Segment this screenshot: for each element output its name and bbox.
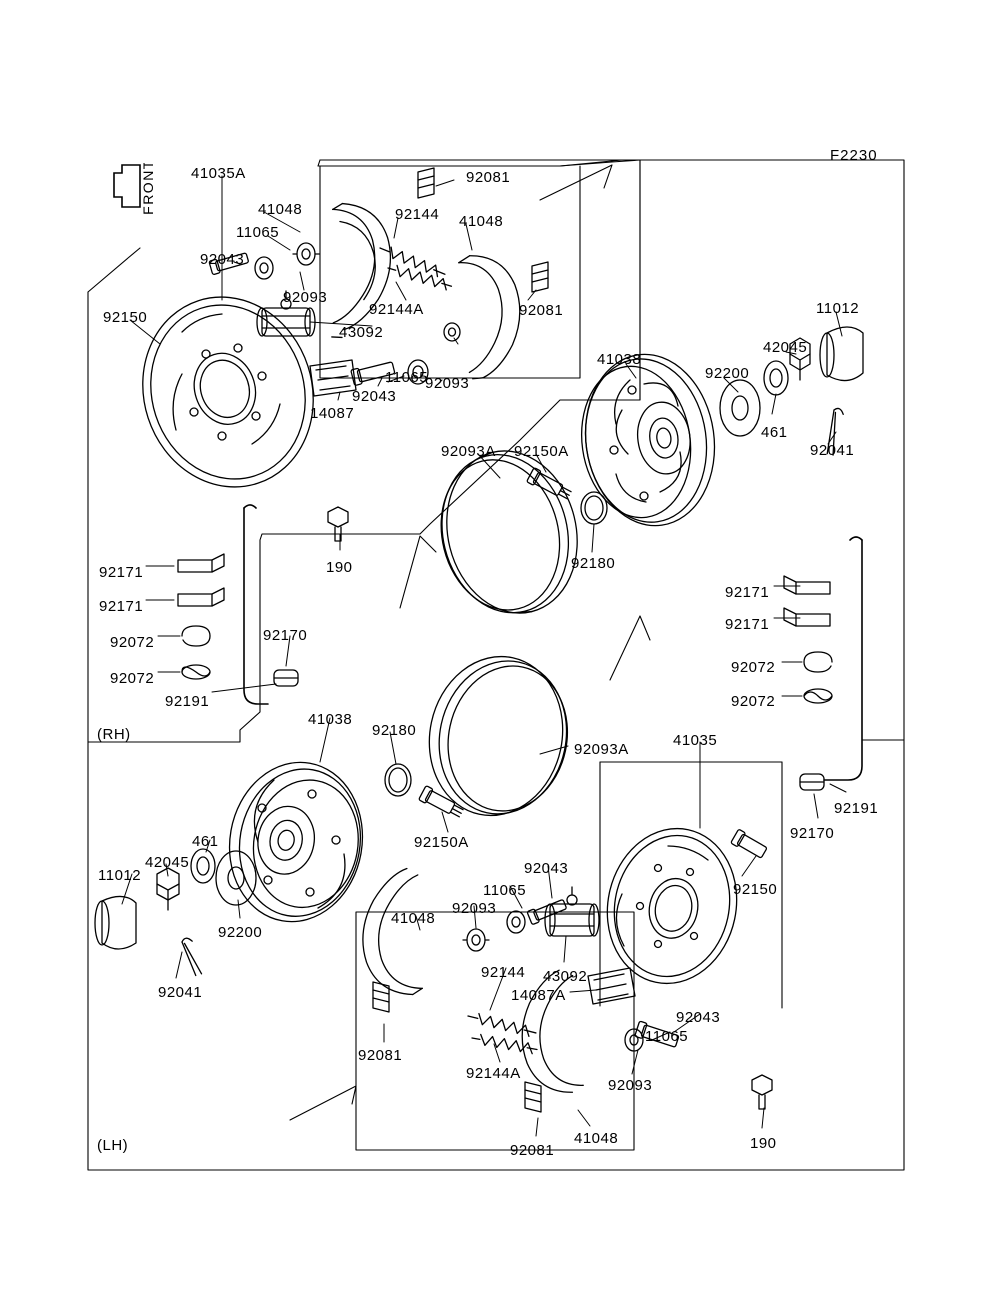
part-number-label: 92072 bbox=[110, 670, 155, 687]
part-number-label: 92200 bbox=[705, 365, 750, 382]
part-number-label: 92072 bbox=[110, 634, 155, 651]
part-number-label: 43092 bbox=[543, 968, 588, 985]
part-number-label: 92043 bbox=[200, 251, 245, 268]
part-number-label: 461 bbox=[192, 833, 219, 850]
part-number-label: 92041 bbox=[158, 984, 203, 1001]
part-number-label: 14087 bbox=[310, 405, 355, 422]
part-number-label: 92180 bbox=[571, 555, 616, 572]
part-number-label: 92081 bbox=[519, 302, 564, 319]
part-number-label: 92043 bbox=[352, 388, 397, 405]
part-number-label: 92200 bbox=[218, 924, 263, 941]
part-number-label: 92072 bbox=[731, 659, 776, 676]
part-number-label: 14087A bbox=[511, 987, 566, 1004]
part-number-label: 190 bbox=[750, 1135, 777, 1152]
part-number-label: 92041 bbox=[810, 442, 855, 459]
part-number-label: 43092 bbox=[339, 324, 384, 341]
part-number-label: 41048 bbox=[574, 1130, 619, 1147]
part-number-label: 92093 bbox=[452, 900, 497, 917]
part-number-label: 92081 bbox=[358, 1047, 403, 1064]
part-number-label: 92144 bbox=[481, 964, 526, 981]
part-number-label: 92144A bbox=[466, 1065, 521, 1082]
front-direction-marker bbox=[110, 163, 180, 215]
part-number-label: 92150A bbox=[514, 443, 569, 460]
part-number-label: 92081 bbox=[510, 1142, 555, 1159]
part-number-label: 92144A bbox=[369, 301, 424, 318]
side-label: (RH) bbox=[97, 726, 131, 743]
part-number-label: 92180 bbox=[372, 722, 417, 739]
part-number-label: 92171 bbox=[99, 598, 144, 615]
part-number-label: 461 bbox=[761, 424, 788, 441]
diagram-code: F2230 bbox=[830, 147, 878, 164]
part-number-label: 11065 bbox=[645, 1028, 689, 1045]
part-number-label: 41048 bbox=[391, 910, 436, 927]
part-number-label: 92093A bbox=[441, 443, 496, 460]
part-number-label: 92171 bbox=[725, 616, 770, 633]
part-number-label: 92093 bbox=[425, 375, 470, 392]
part-number-label: 92093A bbox=[574, 741, 629, 758]
part-number-label: 92093 bbox=[283, 289, 328, 306]
part-number-label: 41048 bbox=[258, 201, 303, 218]
part-number-label: 92043 bbox=[524, 860, 569, 877]
part-number-label: 41035 bbox=[673, 732, 718, 749]
part-number-label: 92191 bbox=[834, 800, 879, 817]
part-number-label: 41048 bbox=[459, 213, 504, 230]
part-number-label: 92081 bbox=[466, 169, 511, 186]
part-number-label: 92072 bbox=[731, 693, 776, 710]
part-number-label: 11065 bbox=[483, 882, 527, 899]
svg-text:FRONT: FRONT bbox=[140, 163, 156, 215]
part-number-label: 92150 bbox=[733, 881, 778, 898]
part-number-label: 92171 bbox=[725, 584, 770, 601]
part-number-label: 42045 bbox=[145, 854, 190, 871]
part-number-label: 11012 bbox=[98, 867, 142, 884]
part-number-label: 190 bbox=[326, 559, 353, 576]
part-number-label: 41035A bbox=[191, 165, 246, 182]
part-number-label: 92170 bbox=[263, 627, 308, 644]
part-number-label: 92150 bbox=[103, 309, 148, 326]
part-number-label: 11065 bbox=[236, 224, 280, 241]
part-number-label: 92170 bbox=[790, 825, 835, 842]
part-number-label: 41038 bbox=[308, 711, 353, 728]
part-number-label: 41038 bbox=[597, 351, 642, 368]
part-number-label: 11065 bbox=[385, 369, 429, 386]
part-number-label: 92171 bbox=[99, 564, 144, 581]
part-number-label: 92043 bbox=[676, 1009, 721, 1026]
part-number-label: 92093 bbox=[608, 1077, 653, 1094]
part-number-label: 42045 bbox=[763, 339, 808, 356]
part-number-label: 11012 bbox=[816, 300, 860, 317]
part-number-label: 92191 bbox=[165, 693, 210, 710]
side-label: (LH) bbox=[97, 1137, 129, 1154]
part-number-label: 92144 bbox=[395, 206, 440, 223]
part-number-label: 92150A bbox=[414, 834, 469, 851]
